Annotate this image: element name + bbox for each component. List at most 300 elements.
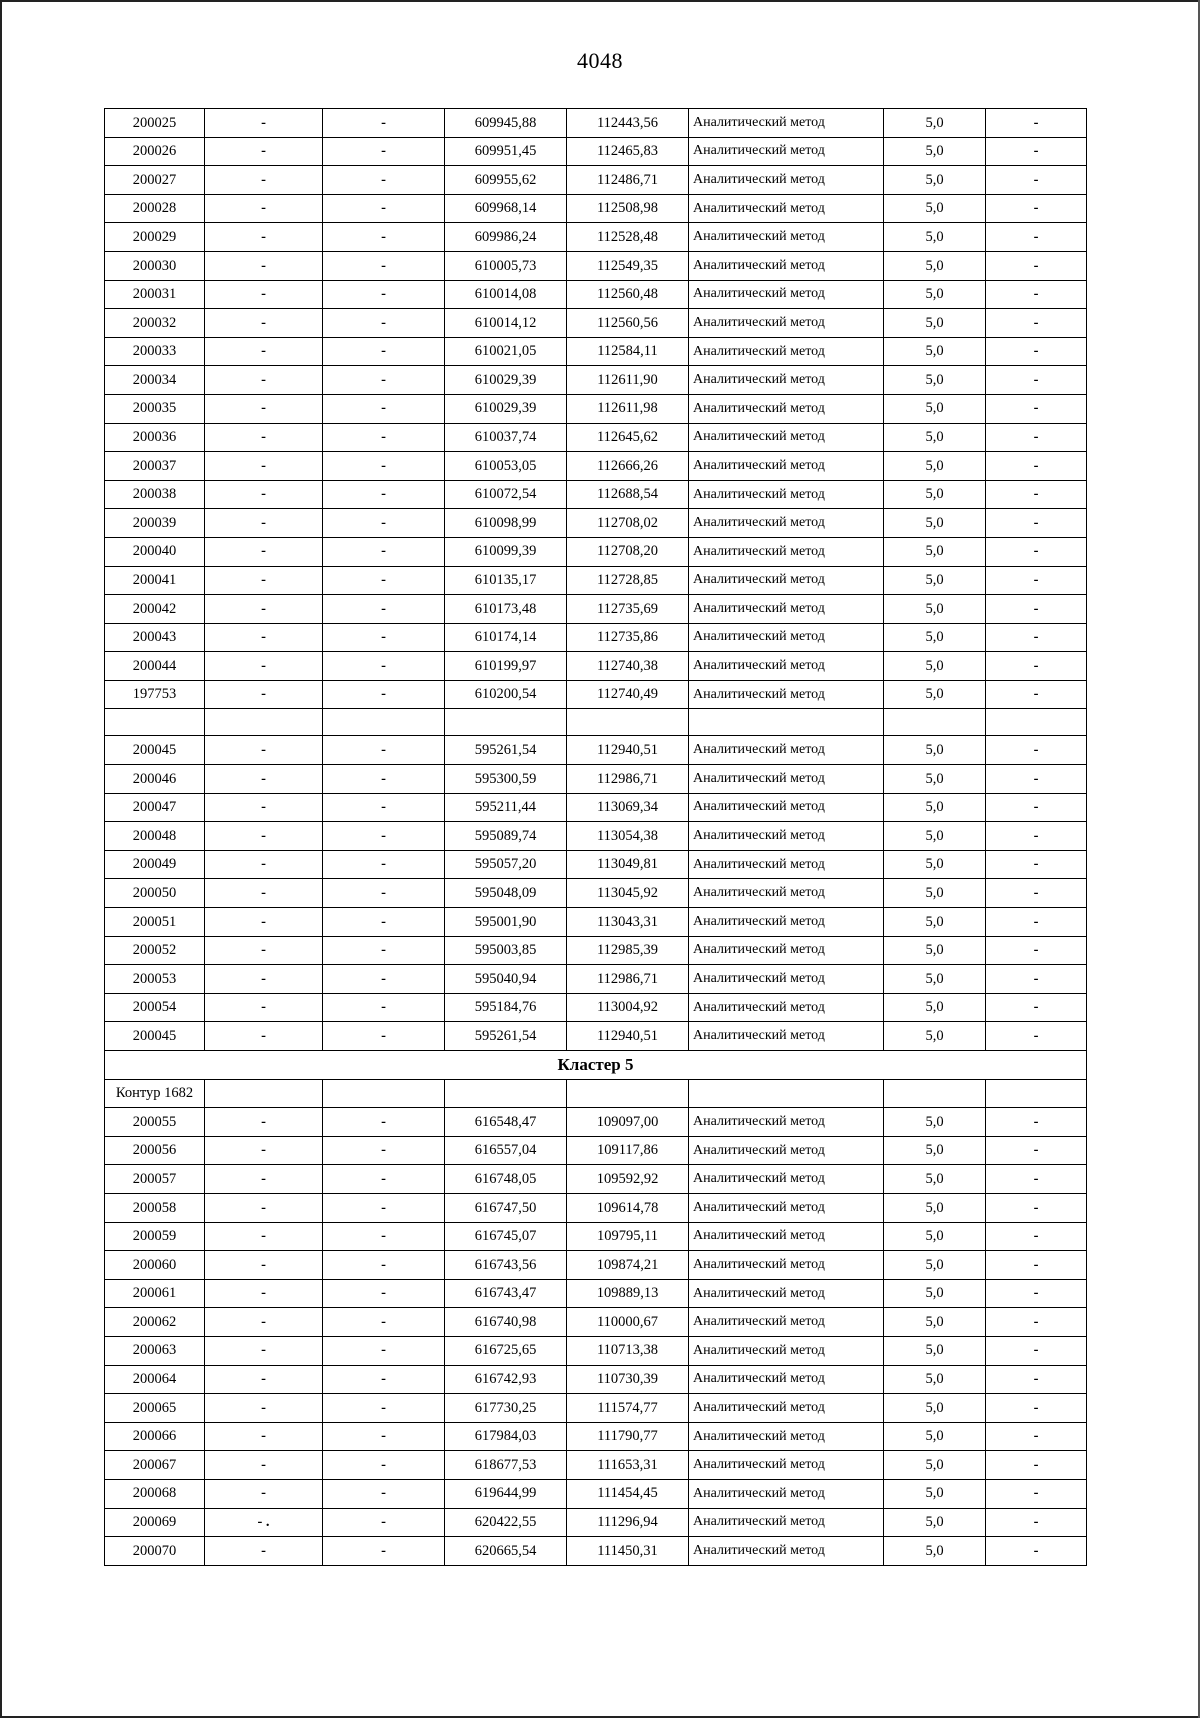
table-row — [105, 480, 1087, 509]
y-coordinate: 109097,00 — [567, 1108, 689, 1137]
section-caption: Кластер 5 — [105, 1051, 1087, 1080]
table-row — [105, 1422, 1087, 1451]
col-8: - — [986, 509, 1087, 538]
empty-cell — [445, 709, 567, 736]
col-8: - — [986, 1479, 1087, 1508]
accuracy: 5,0 — [884, 480, 986, 509]
point-id: 200041 — [105, 566, 205, 595]
y-coordinate: 111653,31 — [567, 1451, 689, 1480]
col-2: - — [205, 452, 323, 481]
col-3: - — [323, 137, 445, 166]
method: Аналитический метод — [689, 680, 884, 709]
col-2: - — [205, 394, 323, 423]
method: Аналитический метод — [689, 1136, 884, 1165]
blank-row — [105, 709, 1087, 736]
col-8: - — [986, 1336, 1087, 1365]
table-row — [105, 936, 1087, 965]
empty-cell — [205, 1079, 323, 1108]
col-2: - — [205, 623, 323, 652]
col-2: - — [205, 137, 323, 166]
point-id: 200047 — [105, 793, 205, 822]
col-8: - — [986, 793, 1087, 822]
x-coordinate: 610098,99 — [445, 509, 567, 538]
col-2: - — [205, 1022, 323, 1051]
y-coordinate: 112528,48 — [567, 223, 689, 252]
y-coordinate: 113004,92 — [567, 993, 689, 1022]
col-3: - — [323, 1279, 445, 1308]
col-8: - — [986, 736, 1087, 765]
accuracy: 5,0 — [884, 223, 986, 252]
y-coordinate: 112549,35 — [567, 251, 689, 280]
y-coordinate: 113045,92 — [567, 879, 689, 908]
method: Аналитический метод — [689, 936, 884, 965]
y-coordinate: 111454,45 — [567, 1479, 689, 1508]
col-2: - — [205, 1165, 323, 1194]
accuracy: 5,0 — [884, 1537, 986, 1566]
col-3: - — [323, 850, 445, 879]
empty-cell — [884, 1079, 986, 1108]
col-2: - — [205, 194, 323, 223]
y-coordinate: 112735,69 — [567, 595, 689, 624]
col-8: - — [986, 366, 1087, 395]
x-coordinate: 609955,62 — [445, 166, 567, 195]
accuracy: 5,0 — [884, 993, 986, 1022]
method: Аналитический метод — [689, 137, 884, 166]
method: Аналитический метод — [689, 1365, 884, 1394]
table-row — [105, 166, 1087, 195]
col-3: - — [323, 736, 445, 765]
col-8: - — [986, 822, 1087, 851]
col-3: - — [323, 1165, 445, 1194]
point-id: 200052 — [105, 936, 205, 965]
col-8: - — [986, 280, 1087, 309]
y-coordinate: 112940,51 — [567, 736, 689, 765]
point-id: 200026 — [105, 137, 205, 166]
point-id: 200054 — [105, 993, 205, 1022]
y-coordinate: 112986,71 — [567, 965, 689, 994]
col-2: - — [205, 1251, 323, 1280]
table-row — [105, 879, 1087, 908]
method: Аналитический метод — [689, 1251, 884, 1280]
point-id: 200027 — [105, 166, 205, 195]
col-3: - — [323, 166, 445, 195]
method: Аналитический метод — [689, 595, 884, 624]
method: Аналитический метод — [689, 1108, 884, 1137]
x-coordinate: 595184,76 — [445, 993, 567, 1022]
table-row — [105, 1394, 1087, 1423]
table-row — [105, 423, 1087, 452]
accuracy: 5,0 — [884, 765, 986, 794]
col-8: - — [986, 309, 1087, 338]
x-coordinate: 610029,39 — [445, 394, 567, 423]
y-coordinate: 110730,39 — [567, 1365, 689, 1394]
method: Аналитический метод — [689, 793, 884, 822]
y-coordinate: 112985,39 — [567, 936, 689, 965]
col-2: - — [205, 309, 323, 338]
accuracy: 5,0 — [884, 680, 986, 709]
y-coordinate: 111450,31 — [567, 1537, 689, 1566]
method: Аналитический метод — [689, 109, 884, 138]
accuracy: 5,0 — [884, 251, 986, 280]
point-id: 200033 — [105, 337, 205, 366]
method: Аналитический метод — [689, 1222, 884, 1251]
y-coordinate: 111296,94 — [567, 1508, 689, 1537]
point-id: 200046 — [105, 765, 205, 794]
y-coordinate: 109117,86 — [567, 1136, 689, 1165]
accuracy: 5,0 — [884, 1479, 986, 1508]
x-coordinate: 610037,74 — [445, 423, 567, 452]
point-id: 200034 — [105, 366, 205, 395]
col-3: - — [323, 908, 445, 937]
col-2: - — [205, 166, 323, 195]
accuracy: 5,0 — [884, 452, 986, 481]
x-coordinate: 595001,90 — [445, 908, 567, 937]
accuracy: 5,0 — [884, 509, 986, 538]
table-row — [105, 251, 1087, 280]
x-coordinate: 616548,47 — [445, 1108, 567, 1137]
point-id: 200058 — [105, 1193, 205, 1222]
table-row — [105, 822, 1087, 851]
method: Аналитический метод — [689, 280, 884, 309]
point-id: 200050 — [105, 879, 205, 908]
col-3: - — [323, 366, 445, 395]
table-row — [105, 509, 1087, 538]
col-2: - — [205, 366, 323, 395]
table-row — [105, 566, 1087, 595]
x-coordinate: 610029,39 — [445, 366, 567, 395]
col-3: - — [323, 652, 445, 681]
col-8: - — [986, 1451, 1087, 1480]
y-coordinate: 109889,13 — [567, 1279, 689, 1308]
x-coordinate: 610005,73 — [445, 251, 567, 280]
col-3: - — [323, 1422, 445, 1451]
method: Аналитический метод — [689, 965, 884, 994]
col-3: - — [323, 1336, 445, 1365]
col-8: - — [986, 137, 1087, 166]
table-row — [105, 1022, 1087, 1051]
method: Аналитический метод — [689, 537, 884, 566]
point-id: 200057 — [105, 1165, 205, 1194]
col-3: - — [323, 1451, 445, 1480]
col-2: - — [205, 1279, 323, 1308]
x-coordinate: 595048,09 — [445, 879, 567, 908]
x-coordinate: 616725,65 — [445, 1336, 567, 1365]
method: Аналитический метод — [689, 1422, 884, 1451]
col-2: - — [205, 1308, 323, 1337]
col-2: - — [205, 879, 323, 908]
empty-cell — [205, 709, 323, 736]
x-coordinate: 620422,55 — [445, 1508, 567, 1537]
col-8: - — [986, 879, 1087, 908]
x-coordinate: 595057,20 — [445, 850, 567, 879]
col-8: - — [986, 337, 1087, 366]
y-coordinate: 113049,81 — [567, 850, 689, 879]
x-coordinate: 610173,48 — [445, 595, 567, 624]
x-coordinate: 616747,50 — [445, 1193, 567, 1222]
method: Аналитический метод — [689, 1279, 884, 1308]
col-8: - — [986, 194, 1087, 223]
x-coordinate: 610053,05 — [445, 452, 567, 481]
accuracy: 5,0 — [884, 537, 986, 566]
point-id: 200048 — [105, 822, 205, 851]
y-coordinate: 112740,49 — [567, 680, 689, 709]
col-8: - — [986, 480, 1087, 509]
method: Аналитический метод — [689, 1165, 884, 1194]
method: Аналитический метод — [689, 309, 884, 338]
point-id: 200032 — [105, 309, 205, 338]
table-row — [105, 1165, 1087, 1194]
col-3: - — [323, 793, 445, 822]
col-2: - — [205, 850, 323, 879]
y-coordinate: 112465,83 — [567, 137, 689, 166]
y-coordinate: 112986,71 — [567, 765, 689, 794]
y-coordinate: 112645,62 — [567, 423, 689, 452]
empty-cell — [884, 709, 986, 736]
page-border-top — [0, 0, 1200, 2]
empty-cell — [105, 709, 205, 736]
method: Аналитический метод — [689, 423, 884, 452]
col-3: - — [323, 452, 445, 481]
page-border-left — [0, 0, 2, 1718]
method: Аналитический метод — [689, 1193, 884, 1222]
table-row — [105, 1479, 1087, 1508]
col-2: - — [205, 793, 323, 822]
table-row — [105, 280, 1087, 309]
col-8: - — [986, 1251, 1087, 1280]
col-8: - — [986, 1365, 1087, 1394]
col-2: - — [205, 1193, 323, 1222]
empty-cell — [323, 1079, 445, 1108]
x-coordinate: 610014,08 — [445, 280, 567, 309]
point-id: 200049 — [105, 850, 205, 879]
col-3: - — [323, 1365, 445, 1394]
accuracy: 5,0 — [884, 1251, 986, 1280]
accuracy: 5,0 — [884, 1108, 986, 1137]
accuracy: 5,0 — [884, 1451, 986, 1480]
x-coordinate: 610199,97 — [445, 652, 567, 681]
accuracy: 5,0 — [884, 652, 986, 681]
accuracy: 5,0 — [884, 1422, 986, 1451]
accuracy: 5,0 — [884, 879, 986, 908]
accuracy: 5,0 — [884, 736, 986, 765]
col-2: - — [205, 109, 323, 138]
point-id: 200043 — [105, 623, 205, 652]
method: Аналитический метод — [689, 993, 884, 1022]
method: Аналитический метод — [689, 879, 884, 908]
col-2: - — [205, 251, 323, 280]
col-2: - — [205, 1108, 323, 1137]
accuracy: 5,0 — [884, 595, 986, 624]
x-coordinate: 609986,24 — [445, 223, 567, 252]
accuracy: 5,0 — [884, 109, 986, 138]
x-coordinate: 595040,94 — [445, 965, 567, 994]
table-row — [105, 366, 1087, 395]
col-8: - — [986, 908, 1087, 937]
x-coordinate: 595261,54 — [445, 736, 567, 765]
x-coordinate: 616743,47 — [445, 1279, 567, 1308]
col-3: - — [323, 1193, 445, 1222]
method: Аналитический метод — [689, 1336, 884, 1365]
col-2: - . — [205, 1508, 323, 1537]
section-caption-row — [105, 1051, 1087, 1080]
col-8: - — [986, 1422, 1087, 1451]
point-id: 200040 — [105, 537, 205, 566]
col-3: - — [323, 765, 445, 794]
col-3: - — [323, 623, 445, 652]
accuracy: 5,0 — [884, 1365, 986, 1394]
method: Аналитический метод — [689, 1451, 884, 1480]
col-2: - — [205, 993, 323, 1022]
table-row — [105, 109, 1087, 138]
accuracy: 5,0 — [884, 623, 986, 652]
point-id: 200060 — [105, 1251, 205, 1280]
col-3: - — [323, 309, 445, 338]
accuracy: 5,0 — [884, 1165, 986, 1194]
table-row — [105, 337, 1087, 366]
point-id: 200031 — [105, 280, 205, 309]
method: Аналитический метод — [689, 822, 884, 851]
col-8: - — [986, 1308, 1087, 1337]
x-coordinate: 610200,54 — [445, 680, 567, 709]
col-8: - — [986, 223, 1087, 252]
col-3: - — [323, 1394, 445, 1423]
x-coordinate: 595300,59 — [445, 765, 567, 794]
col-2: - — [205, 537, 323, 566]
method: Аналитический метод — [689, 652, 884, 681]
method: Аналитический метод — [689, 223, 884, 252]
col-3: - — [323, 993, 445, 1022]
accuracy: 5,0 — [884, 936, 986, 965]
point-id: 200059 — [105, 1222, 205, 1251]
method: Аналитический метод — [689, 366, 884, 395]
col-3: - — [323, 280, 445, 309]
col-2: - — [205, 509, 323, 538]
table-row — [105, 1336, 1087, 1365]
x-coordinate: 609951,45 — [445, 137, 567, 166]
col-2: - — [205, 1136, 323, 1165]
col-8: - — [986, 537, 1087, 566]
contour-label-row — [105, 1079, 1087, 1108]
method: Аналитический метод — [689, 1537, 884, 1566]
col-3: - — [323, 1508, 445, 1537]
col-8: - — [986, 623, 1087, 652]
col-8: - — [986, 166, 1087, 195]
point-id: 200066 — [105, 1422, 205, 1451]
table-row — [105, 595, 1087, 624]
y-coordinate: 112560,56 — [567, 309, 689, 338]
table-row — [105, 394, 1087, 423]
point-id: 200061 — [105, 1279, 205, 1308]
y-coordinate: 112560,48 — [567, 280, 689, 309]
x-coordinate: 616743,56 — [445, 1251, 567, 1280]
contour-label: Контур 1682 — [105, 1079, 205, 1108]
y-coordinate: 112611,90 — [567, 366, 689, 395]
method: Аналитический метод — [689, 480, 884, 509]
y-coordinate: 112584,11 — [567, 337, 689, 366]
x-coordinate: 610014,12 — [445, 309, 567, 338]
col-8: - — [986, 850, 1087, 879]
y-coordinate: 113043,31 — [567, 908, 689, 937]
col-2: - — [205, 680, 323, 709]
col-2: - — [205, 1537, 323, 1566]
point-id: 200051 — [105, 908, 205, 937]
y-coordinate: 112611,98 — [567, 394, 689, 423]
point-id: 197753 — [105, 680, 205, 709]
col-3: - — [323, 423, 445, 452]
x-coordinate: 595003,85 — [445, 936, 567, 965]
accuracy: 5,0 — [884, 1336, 986, 1365]
col-3: - — [323, 680, 445, 709]
accuracy: 5,0 — [884, 965, 986, 994]
col-8: - — [986, 1108, 1087, 1137]
col-3: - — [323, 1251, 445, 1280]
col-8: - — [986, 452, 1087, 481]
method: Аналитический метод — [689, 1508, 884, 1537]
x-coordinate: 595211,44 — [445, 793, 567, 822]
col-8: - — [986, 1537, 1087, 1566]
table-row — [105, 652, 1087, 681]
empty-cell — [567, 709, 689, 736]
point-id: 200025 — [105, 109, 205, 138]
col-3: - — [323, 595, 445, 624]
method: Аналитический метод — [689, 251, 884, 280]
x-coordinate: 610135,17 — [445, 566, 567, 595]
col-2: - — [205, 1451, 323, 1480]
point-id: 200039 — [105, 509, 205, 538]
col-2: - — [205, 1394, 323, 1423]
y-coordinate: 109614,78 — [567, 1193, 689, 1222]
method: Аналитический метод — [689, 736, 884, 765]
point-id: 200064 — [105, 1365, 205, 1394]
method: Аналитический метод — [689, 509, 884, 538]
y-coordinate: 112443,56 — [567, 109, 689, 138]
y-coordinate: 112708,20 — [567, 537, 689, 566]
empty-cell — [323, 709, 445, 736]
method: Аналитический метод — [689, 850, 884, 879]
point-id: 200036 — [105, 423, 205, 452]
table-row — [105, 965, 1087, 994]
col-3: - — [323, 251, 445, 280]
x-coordinate: 595261,54 — [445, 1022, 567, 1051]
accuracy: 5,0 — [884, 194, 986, 223]
accuracy: 5,0 — [884, 1136, 986, 1165]
col-2: - — [205, 1479, 323, 1508]
table-row — [105, 1537, 1087, 1566]
table-row — [105, 1308, 1087, 1337]
col-3: - — [323, 936, 445, 965]
col-2: - — [205, 423, 323, 452]
point-id: 200045 — [105, 736, 205, 765]
col-8: - — [986, 1136, 1087, 1165]
accuracy: 5,0 — [884, 337, 986, 366]
col-2: - — [205, 337, 323, 366]
col-8: - — [986, 251, 1087, 280]
x-coordinate: 610174,14 — [445, 623, 567, 652]
col-3: - — [323, 109, 445, 138]
y-coordinate: 112940,51 — [567, 1022, 689, 1051]
empty-cell — [986, 709, 1087, 736]
x-coordinate: 619644,99 — [445, 1479, 567, 1508]
x-coordinate: 618677,53 — [445, 1451, 567, 1480]
y-coordinate: 110000,67 — [567, 1308, 689, 1337]
col-3: - — [323, 965, 445, 994]
y-coordinate: 109592,92 — [567, 1165, 689, 1194]
col-3: - — [323, 537, 445, 566]
col-2: - — [205, 566, 323, 595]
page-number: 4048 — [577, 48, 623, 73]
empty-cell — [986, 1079, 1087, 1108]
y-coordinate: 112708,02 — [567, 509, 689, 538]
